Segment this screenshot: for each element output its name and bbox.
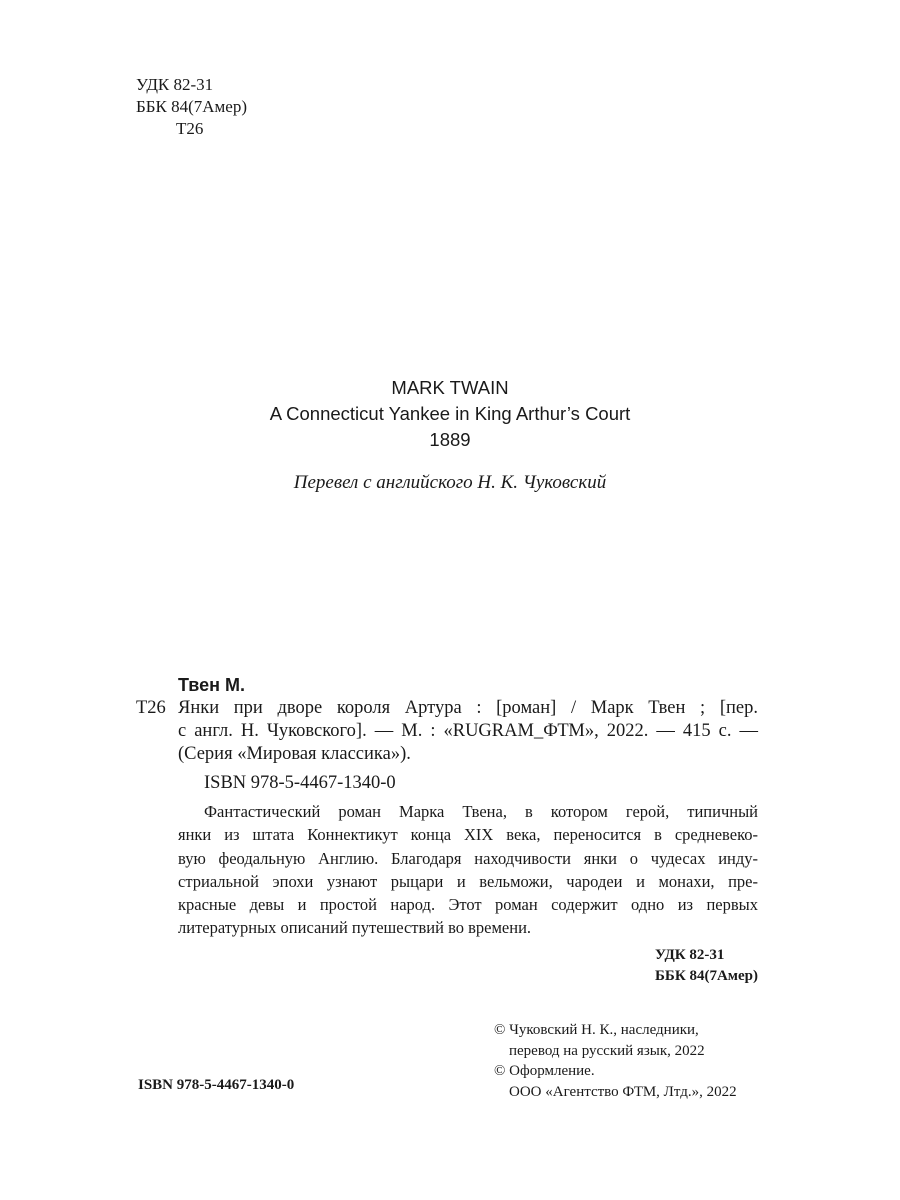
copyright-line: ООО «Агентство ФТМ, Лтд.», 2022 — [509, 1083, 737, 1100]
entry-author-heading: Твен М. — [178, 675, 246, 695]
entry-author-mark: Т26 — [136, 698, 166, 718]
bib-line: Янки при дворе короля Артура : [роман] / Марк Твен ; [пер. — [178, 698, 758, 718]
classification-top — [136, 74, 247, 140]
annotation-line: красные девы и простой народ. Этот роман содержит одно из первых — [178, 895, 758, 915]
annotation-line: янки из штата Коннектикут конца XIX века, переносится в средневеко- — [178, 825, 758, 845]
classification-bottom — [655, 945, 758, 987]
bib-line: (Серия «Мировая классика»). — [178, 744, 411, 764]
original-author: MARK TWAIN — [391, 377, 509, 398]
annotation-line: стриальной эпохи узнают рыцари и вельможи, чародеи и монахи, пре- — [178, 871, 758, 891]
bbk-code: ББК 84(7Амер) — [136, 97, 248, 116]
author-mark: Т26 — [176, 119, 204, 138]
original-title: A Connecticut Yankee in King Arthur’s Court — [269, 403, 631, 424]
entry-isbn: ISBN 978-5-4467-1340-0 — [204, 773, 396, 793]
udk-code: УДК 82-31 — [136, 75, 214, 94]
annotation — [178, 800, 758, 940]
annotation-line: литературных описаний путешествий во времени. — [178, 918, 532, 938]
bibliographic-description — [178, 697, 758, 766]
original-title-block — [0, 375, 900, 453]
translator-credit: Перевел с английского Н. К. Чуковский — [293, 472, 607, 493]
bib-line: с англ. Н. Чуковского]. — М. : «RUGRAM_ФТМ», 2022. — 415 с. — — [178, 721, 758, 741]
copyright-block — [494, 1020, 737, 1102]
isbn-bottom: ISBN 978-5-4467-1340-0 — [138, 1077, 295, 1093]
copyright-line: перевод на русский язык, 2022 — [509, 1042, 705, 1059]
annotation-line: вую феодальную Англию. Благодаря находчивости янки о чудесах инду- — [178, 848, 758, 868]
copyright-line: © Чуковский Н. К., наследники, — [494, 1022, 699, 1038]
copyright-line: © Оформление. — [494, 1063, 595, 1079]
annotation-line: Фантастический роман Марка Твена, в котором герой, типичный — [204, 802, 758, 821]
udk-code-bottom: УДК 82-31 — [654, 947, 725, 963]
bbk-code-bottom: ББК 84(7Амер) — [654, 968, 758, 984]
original-year: 1889 — [429, 429, 471, 450]
